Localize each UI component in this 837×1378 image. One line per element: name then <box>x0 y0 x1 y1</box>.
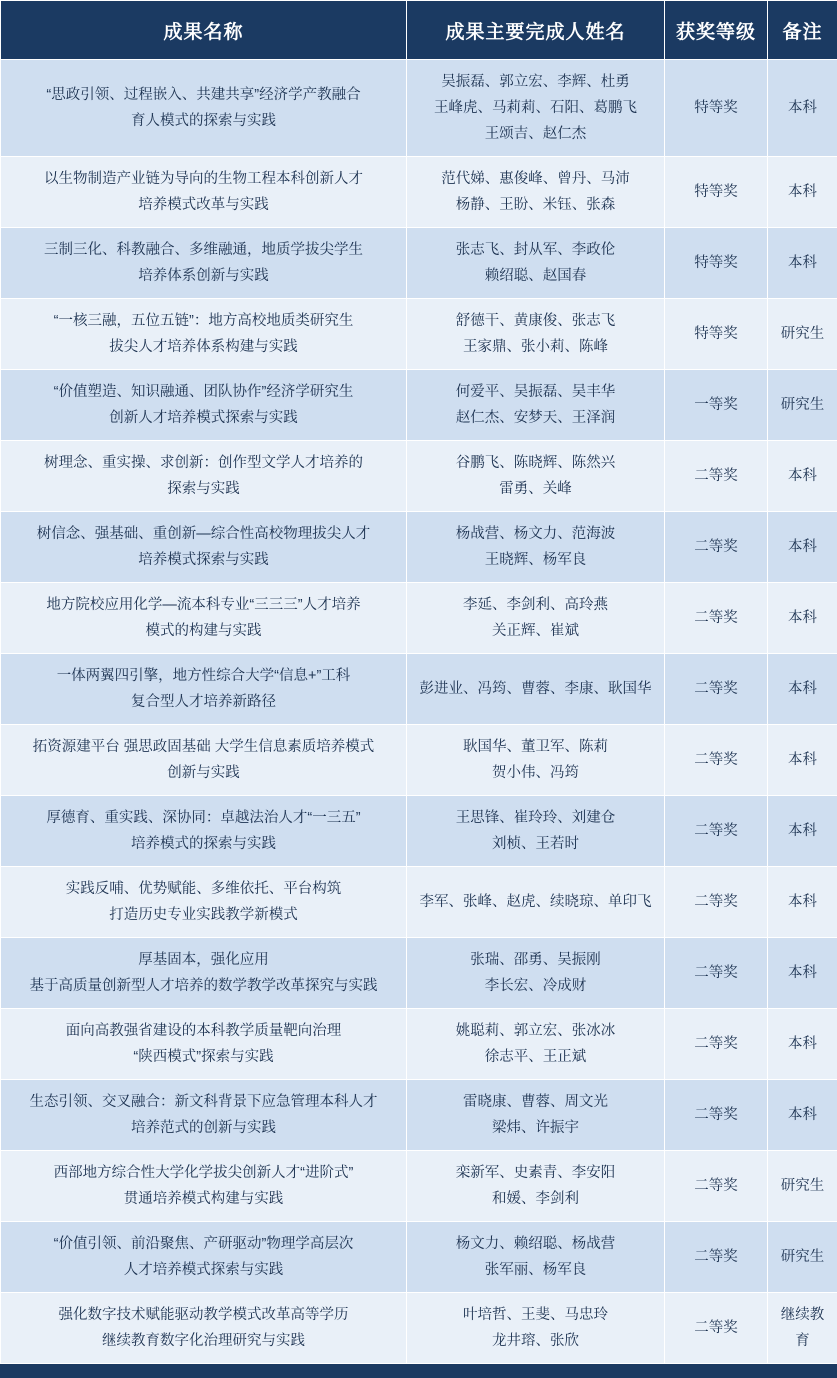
table-row <box>1 654 837 725</box>
text-line: 吴振磊、郭立宏、李辉、杜勇 <box>415 69 656 95</box>
cell-award-level: 一等奖 <box>665 370 768 441</box>
table-row <box>1 370 837 441</box>
cell-contributors <box>407 157 665 228</box>
text-line: 厚德育、重实践、深协同：卓越法治人才“一三五” <box>9 805 398 831</box>
text-line: 地方院校应用化学—流本科专业“三三三”人才培养 <box>9 592 398 618</box>
text-line: 赵仁杰、安梦天、王泽润 <box>415 405 656 431</box>
table-row <box>1 60 837 157</box>
text-line: 张军丽、杨军良 <box>415 1257 656 1283</box>
text-line: “价值引领、前沿聚焦、产研驱动”物理学高层次 <box>9 1231 398 1257</box>
text-line: 一体两翼四引擎，地方性综合大学“信息+”工科 <box>9 663 398 689</box>
text-line: 赖绍聪、赵国春 <box>415 263 656 289</box>
text-line: 王思锋、崔玲玲、刘建仓 <box>415 805 656 831</box>
table-row <box>1 441 837 512</box>
cell-contributors <box>407 583 665 654</box>
cell-contributors <box>407 796 665 867</box>
cell-award-level: 二等奖 <box>665 654 768 725</box>
cell-achievement-name <box>1 725 407 796</box>
cell-note: 本科 <box>768 725 837 796</box>
text-line: “思政引领、过程嵌入、共建共享”经济学产教融合 <box>9 82 398 108</box>
footer-bar <box>0 1364 837 1378</box>
cell-award-level: 二等奖 <box>665 583 768 654</box>
text-line: 创新与实践 <box>9 760 398 786</box>
text-line: 创新人才培养模式探索与实践 <box>9 405 398 431</box>
text-line: 面向高教强省建设的本科教学质量靶向治理 <box>9 1018 398 1044</box>
table-row <box>1 1009 837 1080</box>
text-line: 李延、李剑利、高玲燕 <box>415 592 656 618</box>
cell-contributors <box>407 299 665 370</box>
cell-achievement-name <box>1 796 407 867</box>
text-line: 王峰虎、马莉莉、石阳、葛鹏飞 <box>415 95 656 121</box>
cell-note: 研究生 <box>768 1222 837 1293</box>
cell-contributors <box>407 1293 665 1364</box>
text-line: 育人模式的探索与实践 <box>9 108 398 134</box>
cell-note: 研究生 <box>768 1151 837 1222</box>
text-line: 厚基固本，强化应用 <box>9 947 398 973</box>
cell-contributors <box>407 725 665 796</box>
text-line: 刘桢、王若时 <box>415 831 656 857</box>
text-line: 姚聪莉、郭立宏、张冰冰 <box>415 1018 656 1044</box>
cell-achievement-name <box>1 1151 407 1222</box>
cell-contributors <box>407 1222 665 1293</box>
cell-award-level: 二等奖 <box>665 1080 768 1151</box>
text-line: 彭进业、冯筠、曹蓉、李康、耿国华 <box>415 676 656 702</box>
table-row <box>1 1222 837 1293</box>
cell-award-level: 二等奖 <box>665 1009 768 1080</box>
text-line: 探索与实践 <box>9 476 398 502</box>
text-line: 强化数字技术赋能驱动教学模式改革高等学历 <box>9 1302 398 1328</box>
cell-award-level: 二等奖 <box>665 796 768 867</box>
text-line: 杨文力、赖绍聪、杨战营 <box>415 1231 656 1257</box>
cell-achievement-name <box>1 512 407 583</box>
cell-achievement-name <box>1 1009 407 1080</box>
cell-award-level: 二等奖 <box>665 1222 768 1293</box>
cell-achievement-name <box>1 1080 407 1151</box>
text-line: 雷勇、关峰 <box>415 476 656 502</box>
text-line: 树理念、重实操、求创新：创作型文学人才培养的 <box>9 450 398 476</box>
cell-note: 本科 <box>768 1009 837 1080</box>
text-line: 拔尖人才培养体系构建与实践 <box>9 334 398 360</box>
text-line: 张志飞、封从军、李政伦 <box>415 237 656 263</box>
cell-award-level: 二等奖 <box>665 867 768 938</box>
cell-achievement-name <box>1 867 407 938</box>
cell-achievement-name <box>1 60 407 157</box>
column-header-people: 成果主要完成人姓名 <box>407 1 665 60</box>
cell-contributors <box>407 228 665 299</box>
cell-note: 本科 <box>768 512 837 583</box>
cell-contributors <box>407 370 665 441</box>
cell-award-level: 特等奖 <box>665 60 768 157</box>
cell-note: 本科 <box>768 867 837 938</box>
table-row <box>1 583 837 654</box>
text-line: 雷晓康、曹蓉、周文光 <box>415 1089 656 1115</box>
cell-note: 本科 <box>768 583 837 654</box>
text-line: 李军、张峰、赵虎、续晓琼、单印飞 <box>415 889 656 915</box>
cell-achievement-name <box>1 441 407 512</box>
cell-achievement-name <box>1 299 407 370</box>
text-line: 贺小伟、冯筠 <box>415 760 656 786</box>
text-line: 树信念、强基础、重创新—综合性高校物理拔尖人才 <box>9 521 398 547</box>
text-line: 西部地方综合性大学化学拔尖创新人才“进阶式” <box>9 1160 398 1186</box>
cell-note: 本科 <box>768 60 837 157</box>
text-line: 耿国华、董卫军、陈莉 <box>415 734 656 760</box>
cell-contributors <box>407 938 665 1009</box>
text-line: 实践反哺、优势赋能、多维依托、平台构筑 <box>9 876 398 902</box>
cell-contributors <box>407 1151 665 1222</box>
cell-award-level: 特等奖 <box>665 157 768 228</box>
text-line: 人才培养模式探索与实践 <box>9 1257 398 1283</box>
text-line: 基于高质量创新型人才培养的数学教学改革探究与实践 <box>9 973 398 999</box>
text-line: 模式的构建与实践 <box>9 618 398 644</box>
column-header-name: 成果名称 <box>1 1 407 60</box>
cell-achievement-name <box>1 370 407 441</box>
cell-award-level: 二等奖 <box>665 512 768 583</box>
text-line: 王颂吉、赵仁杰 <box>415 121 656 147</box>
cell-award-level: 二等奖 <box>665 1151 768 1222</box>
cell-note: 本科 <box>768 796 837 867</box>
table-row <box>1 299 837 370</box>
cell-note: 研究生 <box>768 370 837 441</box>
cell-note: 本科 <box>768 157 837 228</box>
text-line: 栾新军、史素青、李安阳 <box>415 1160 656 1186</box>
text-line: 范代娣、惠俊峰、曾丹、马沛 <box>415 166 656 192</box>
text-line: “陕西模式”探索与实践 <box>9 1044 398 1070</box>
cell-achievement-name <box>1 1222 407 1293</box>
table-row <box>1 228 837 299</box>
table-row <box>1 796 837 867</box>
text-line: 张瑞、邵勇、吴振刚 <box>415 947 656 973</box>
text-line: 拓资源建平台 强思政固基础 大学生信息素质培养模式 <box>9 734 398 760</box>
text-line: 王家鼎、张小莉、陈峰 <box>415 334 656 360</box>
table-row <box>1 867 837 938</box>
cell-contributors <box>407 60 665 157</box>
text-line: 龙井瑢、张欣 <box>415 1328 656 1354</box>
text-line: 三制三化、科教融合、多维融通，地质学拔尖学生 <box>9 237 398 263</box>
cell-note: 研究生 <box>768 299 837 370</box>
text-line: 生态引领、交叉融合：新文科背景下应急管理本科人才 <box>9 1089 398 1115</box>
cell-award-level: 二等奖 <box>665 725 768 796</box>
cell-contributors <box>407 867 665 938</box>
cell-achievement-name <box>1 228 407 299</box>
cell-note: 本科 <box>768 228 837 299</box>
text-line: 复合型人才培养新路径 <box>9 689 398 715</box>
column-header-level: 获奖等级 <box>665 1 768 60</box>
table-row <box>1 1293 837 1364</box>
text-line: 关正辉、崔斌 <box>415 618 656 644</box>
cell-contributors <box>407 1080 665 1151</box>
text-line: 徐志平、王正斌 <box>415 1044 656 1070</box>
cell-award-level: 二等奖 <box>665 938 768 1009</box>
text-line: 王晓辉、杨军良 <box>415 547 656 573</box>
text-line: 何爱平、吴振磊、吴丰华 <box>415 379 656 405</box>
cell-award-level: 二等奖 <box>665 441 768 512</box>
cell-award-level: 二等奖 <box>665 1293 768 1364</box>
text-line: 打造历史专业实践教学新模式 <box>9 902 398 928</box>
text-line: 和媛、李剑利 <box>415 1186 656 1212</box>
text-line: 培养模式探索与实践 <box>9 547 398 573</box>
table-row <box>1 938 837 1009</box>
cell-note: 继续教育 <box>768 1293 837 1364</box>
cell-contributors <box>407 654 665 725</box>
table-row <box>1 725 837 796</box>
header-row <box>1 1 837 60</box>
cell-note: 本科 <box>768 654 837 725</box>
text-line: 舒德干、黄康俊、张志飞 <box>415 308 656 334</box>
text-line: 以生物制造产业链为导向的生物工程本科创新人才 <box>9 166 398 192</box>
table-row <box>1 512 837 583</box>
text-line: 培养体系创新与实践 <box>9 263 398 289</box>
table-row <box>1 157 837 228</box>
cell-note: 本科 <box>768 938 837 1009</box>
text-line: “一核三融，五位五链”：地方高校地质类研究生 <box>9 308 398 334</box>
cell-contributors <box>407 441 665 512</box>
text-line: 培养范式的创新与实践 <box>9 1115 398 1141</box>
cell-achievement-name <box>1 1293 407 1364</box>
text-line: 继续教育数字化治理研究与实践 <box>9 1328 398 1354</box>
cell-note: 本科 <box>768 441 837 512</box>
cell-achievement-name <box>1 583 407 654</box>
cell-achievement-name <box>1 938 407 1009</box>
text-line: “价值塑造、知识融通、团队协作”经济学研究生 <box>9 379 398 405</box>
table-body <box>1 60 837 1364</box>
text-line: 谷鹏飞、陈晓辉、陈然兴 <box>415 450 656 476</box>
table-header <box>1 1 837 60</box>
cell-award-level: 特等奖 <box>665 228 768 299</box>
text-line: 贯通培养模式构建与实践 <box>9 1186 398 1212</box>
text-line: 杨战营、杨文力、范海波 <box>415 521 656 547</box>
cell-achievement-name <box>1 157 407 228</box>
table-row <box>1 1080 837 1151</box>
cell-note: 本科 <box>768 1080 837 1151</box>
cell-award-level: 特等奖 <box>665 299 768 370</box>
text-line: 培养模式改革与实践 <box>9 192 398 218</box>
text-line: 李长宏、冷成财 <box>415 973 656 999</box>
text-line: 叶培哲、王斐、马忠玲 <box>415 1302 656 1328</box>
text-line: 杨静、王盼、米钰、张森 <box>415 192 656 218</box>
cell-achievement-name <box>1 654 407 725</box>
column-header-note: 备注 <box>768 1 837 60</box>
table-row <box>1 1151 837 1222</box>
cell-contributors <box>407 512 665 583</box>
text-line: 梁炜、许振宇 <box>415 1115 656 1141</box>
cell-contributors <box>407 1009 665 1080</box>
text-line: 培养模式的探索与实践 <box>9 831 398 857</box>
